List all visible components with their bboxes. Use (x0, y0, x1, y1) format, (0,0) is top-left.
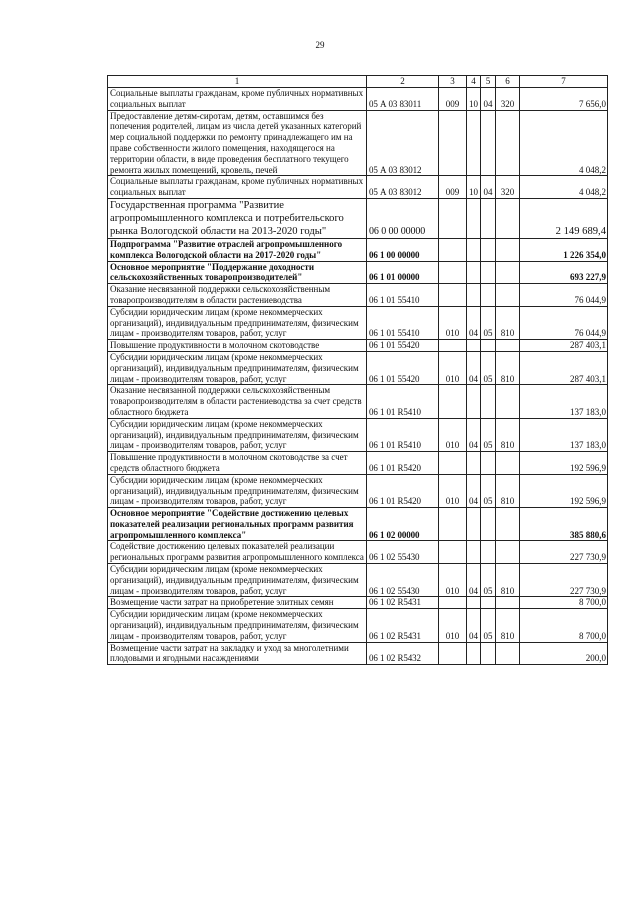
cell-amount: 227 730,9 (520, 564, 608, 597)
cell-amount: 693 227,9 (520, 261, 608, 284)
cell-subsection (481, 508, 496, 541)
cell-subsection (481, 452, 496, 475)
table-row (108, 541, 608, 564)
table-row (108, 261, 608, 284)
header-col-3: 3 (439, 76, 467, 88)
cell-name: Социальные выплаты гражданам, кроме публичных нормативных социальных выплат (108, 88, 367, 111)
cell-section: 04 (467, 351, 481, 384)
cell-code: 06 1 02 55430 (367, 541, 439, 564)
header-col-4: 4 (467, 76, 481, 88)
table-row (108, 351, 608, 384)
cell-code: 06 1 01 R5410 (367, 418, 439, 451)
cell-code: 06 1 02 R5431 (367, 597, 439, 609)
cell-subsection (481, 340, 496, 352)
cell-name: Оказание несвязанной поддержки сельскохозяйственным товаропроизводителям в области растениеводства за счет средств областного бюджета (108, 385, 367, 418)
cell-name: Повышение продуктивности в молочном скотоводстве (108, 340, 367, 352)
table-row (108, 340, 608, 352)
cell-amount: 227 730,9 (520, 541, 608, 564)
page-number: 29 (315, 40, 325, 50)
cell-expense-type (496, 198, 520, 238)
cell-amount: 1 226 354,0 (520, 238, 608, 261)
cell-expense-type (496, 508, 520, 541)
cell-amount: 137 183,0 (520, 385, 608, 418)
table-row (108, 597, 608, 609)
cell-subsection: 05 (481, 351, 496, 384)
cell-ministry (439, 385, 467, 418)
budget-table (107, 75, 608, 665)
table-row (108, 198, 608, 238)
cell-name: Содействие достижению целевых показателей реализации региональных программ развития агропромышленного комплекса (108, 541, 367, 564)
header-col-6: 6 (496, 76, 520, 88)
cell-name: Субсидии юридическим лицам (кроме некоммерческих организаций), индивидуальным предпринимателям, физическим лицам - производителям товаров, работ, услуг (108, 306, 367, 339)
cell-name: Оказание несвязанной поддержки сельскохозяйственным товаропроизводителям в области растениеводства (108, 284, 367, 307)
table-row (108, 284, 608, 307)
cell-subsection (481, 642, 496, 665)
cell-name: Возмещение части затрат на приобретение элитных семян (108, 597, 367, 609)
cell-section: 10 (467, 88, 481, 111)
table-body (108, 88, 608, 665)
cell-subsection (481, 541, 496, 564)
cell-expense-type (496, 385, 520, 418)
cell-amount: 8 700,0 (520, 609, 608, 642)
cell-amount: 287 403,1 (520, 340, 608, 352)
cell-code: 06 1 00 00000 (367, 238, 439, 261)
cell-ministry: 010 (439, 418, 467, 451)
cell-ministry (439, 508, 467, 541)
cell-subsection (481, 110, 496, 176)
table-row (108, 385, 608, 418)
cell-code: 05 А 03 83012 (367, 176, 439, 199)
cell-amount: 137 183,0 (520, 418, 608, 451)
cell-amount: 4 048,2 (520, 110, 608, 176)
cell-expense-type (496, 541, 520, 564)
cell-subsection (481, 261, 496, 284)
cell-code: 06 1 02 R5431 (367, 609, 439, 642)
cell-amount: 192 596,9 (520, 474, 608, 507)
cell-expense-type: 320 (496, 176, 520, 199)
cell-name: Предоставление детям-сиротам, детям, оставшимся без попечения родителей, лицам из числа детей указанных категорий мер социальной поддержки по ремонту принадлежащего им на праве собственности жилого помещения, находящегося на территории области, в виде проведения бесплатного текущего ремонта жилых помещений, кровель, печей (108, 110, 367, 176)
cell-section (467, 385, 481, 418)
cell-name: Подпрограмма "Развитие отраслей агропромышленного комплекса Вологодской области на 2017-2020 годы" (108, 238, 367, 261)
cell-section: 04 (467, 418, 481, 451)
table-row (108, 176, 608, 199)
cell-expense-type: 810 (496, 564, 520, 597)
cell-section: 04 (467, 609, 481, 642)
cell-code: 05 А 03 83012 (367, 110, 439, 176)
cell-ministry: 010 (439, 564, 467, 597)
cell-ministry (439, 198, 467, 238)
cell-section (467, 261, 481, 284)
cell-amount: 2 149 689,4 (520, 198, 608, 238)
cell-ministry: 009 (439, 88, 467, 111)
cell-section (467, 238, 481, 261)
cell-ministry (439, 238, 467, 261)
cell-ministry (439, 284, 467, 307)
table-row (108, 609, 608, 642)
cell-section (467, 340, 481, 352)
header-col-1: 1 (108, 76, 367, 88)
cell-amount: 8 700,0 (520, 597, 608, 609)
cell-expense-type (496, 340, 520, 352)
table-row (108, 110, 608, 176)
cell-code: 06 0 00 00000 (367, 198, 439, 238)
cell-ministry (439, 597, 467, 609)
cell-amount: 76 044,9 (520, 284, 608, 307)
cell-name: Основное мероприятие "Поддержание доходности сельскохозяйственных товаропроизводителей" (108, 261, 367, 284)
cell-amount: 385 880,6 (520, 508, 608, 541)
cell-expense-type (496, 597, 520, 609)
cell-code: 06 1 01 00000 (367, 261, 439, 284)
cell-expense-type: 810 (496, 306, 520, 339)
cell-code: 06 1 02 00000 (367, 508, 439, 541)
cell-ministry: 010 (439, 351, 467, 384)
cell-ministry (439, 642, 467, 665)
cell-subsection: 05 (481, 564, 496, 597)
cell-amount: 7 656,0 (520, 88, 608, 111)
cell-ministry: 010 (439, 609, 467, 642)
table-row (108, 642, 608, 665)
cell-section: 04 (467, 564, 481, 597)
cell-ministry: 010 (439, 474, 467, 507)
cell-ministry (439, 261, 467, 284)
cell-ministry (439, 452, 467, 475)
cell-section (467, 508, 481, 541)
cell-section (467, 597, 481, 609)
cell-code: 06 1 01 55420 (367, 351, 439, 384)
cell-subsection: 04 (481, 176, 496, 199)
cell-expense-type (496, 110, 520, 176)
cell-ministry: 009 (439, 176, 467, 199)
cell-name: Социальные выплаты гражданам, кроме публичных нормативных социальных выплат (108, 176, 367, 199)
cell-expense-type (496, 261, 520, 284)
cell-subsection: 04 (481, 88, 496, 111)
table-row (108, 564, 608, 597)
cell-expense-type: 320 (496, 88, 520, 111)
cell-section (467, 284, 481, 307)
cell-code: 06 1 01 55410 (367, 306, 439, 339)
cell-code: 06 1 01 55410 (367, 284, 439, 307)
table-row (108, 474, 608, 507)
cell-code: 06 1 02 R5432 (367, 642, 439, 665)
cell-ministry (439, 340, 467, 352)
cell-name: Субсидии юридическим лицам (кроме некоммерческих организаций), индивидуальным предпринимателям, физическим лицам - производителям товаров, работ, услуг (108, 351, 367, 384)
cell-amount: 200,0 (520, 642, 608, 665)
cell-expense-type: 810 (496, 474, 520, 507)
cell-amount: 76 044,9 (520, 306, 608, 339)
cell-expense-type: 810 (496, 418, 520, 451)
cell-section: 10 (467, 176, 481, 199)
cell-name: Повышение продуктивности в молочном скотоводстве за счет средств областного бюджета (108, 452, 367, 475)
cell-name: Субсидии юридическим лицам (кроме некоммерческих организаций), индивидуальным предпринимателям, физическим лицам - производителям товаров, работ, услуг (108, 474, 367, 507)
table-row (108, 508, 608, 541)
cell-subsection: 05 (481, 418, 496, 451)
cell-subsection (481, 385, 496, 418)
cell-section (467, 541, 481, 564)
cell-expense-type (496, 238, 520, 261)
cell-subsection (481, 238, 496, 261)
cell-name: Основное мероприятие "Содействие достижению целевых показателей реализации региональных программ развития агропромышленного комплекса" (108, 508, 367, 541)
cell-subsection (481, 284, 496, 307)
cell-name: Субсидии юридическим лицам (кроме некоммерческих организаций), индивидуальным предпринимателям, физическим лицам - производителям товаров, работ, услуг (108, 564, 367, 597)
header-row (108, 76, 608, 88)
cell-ministry (439, 541, 467, 564)
cell-code: 06 1 01 55420 (367, 340, 439, 352)
cell-name: Субсидии юридическим лицам (кроме некоммерческих организаций), индивидуальным предпринимателям, физическим лицам - производителям товаров, работ, услуг (108, 609, 367, 642)
cell-expense-type (496, 452, 520, 475)
cell-code: 06 1 01 R5420 (367, 474, 439, 507)
cell-section: 04 (467, 474, 481, 507)
table-row (108, 238, 608, 261)
cell-name: Государственная программа "Развитие агропромышленного комплекса и потребительского рынка Вологодской области на 2013-2020 годы" (108, 198, 367, 238)
cell-subsection (481, 198, 496, 238)
cell-expense-type: 810 (496, 351, 520, 384)
table-row (108, 88, 608, 111)
cell-subsection: 05 (481, 474, 496, 507)
cell-name: Возмещение части затрат на закладку и уход за многолетними плодовыми и ягодными насаждениями (108, 642, 367, 665)
cell-code: 05 А 03 83011 (367, 88, 439, 111)
cell-name: Субсидии юридическим лицам (кроме некоммерческих организаций), индивидуальным предпринимателям, физическим лицам - производителям товаров, работ, услуг (108, 418, 367, 451)
cell-code: 06 1 02 55430 (367, 564, 439, 597)
header-col-5: 5 (481, 76, 496, 88)
cell-amount: 287 403,1 (520, 351, 608, 384)
cell-expense-type (496, 284, 520, 307)
table-row (108, 418, 608, 451)
cell-subsection: 05 (481, 306, 496, 339)
cell-code: 06 1 01 R5420 (367, 452, 439, 475)
cell-section (467, 452, 481, 475)
cell-section (467, 198, 481, 238)
cell-subsection (481, 597, 496, 609)
cell-subsection: 05 (481, 609, 496, 642)
cell-section: 04 (467, 306, 481, 339)
header-col-2: 2 (367, 76, 439, 88)
cell-ministry: 010 (439, 306, 467, 339)
table-row (108, 306, 608, 339)
cell-amount: 192 596,9 (520, 452, 608, 475)
cell-ministry (439, 110, 467, 176)
table-row (108, 452, 608, 475)
cell-section (467, 642, 481, 665)
cell-expense-type: 810 (496, 609, 520, 642)
cell-section (467, 110, 481, 176)
header-col-7: 7 (520, 76, 608, 88)
cell-amount: 4 048,2 (520, 176, 608, 199)
cell-code: 06 1 01 R5410 (367, 385, 439, 418)
cell-expense-type (496, 642, 520, 665)
